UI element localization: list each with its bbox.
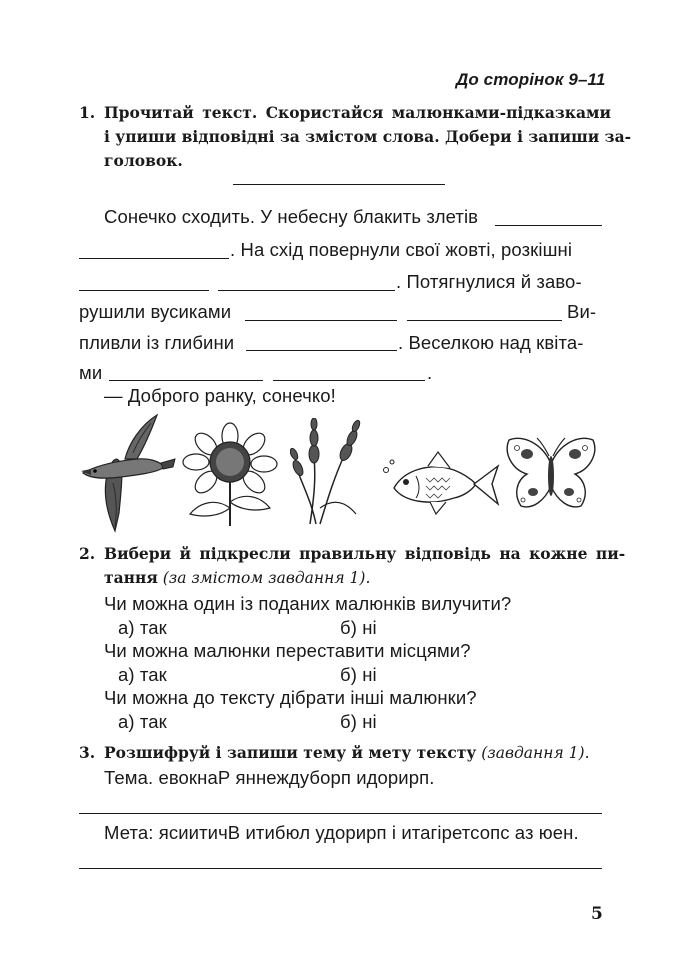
story-line-4: рушили вусиками <box>79 301 232 322</box>
q1-answer-b[interactable]: б) ні <box>340 617 377 638</box>
task3-tema: Тема. евокнаР яннеждуборп идорирп. <box>104 767 435 788</box>
question-3: Чи можна до тексту дібрати інші малюнки? <box>104 687 477 708</box>
blank-wheat-1[interactable] <box>245 320 397 321</box>
task1-instruction-line3: головок. <box>104 151 183 170</box>
q3-answer-b[interactable]: б) ні <box>340 711 377 732</box>
task2-instruction-bold: тання <box>104 568 158 587</box>
task2-number: 2. <box>79 544 96 563</box>
q3-answer-a[interactable]: а) так <box>118 711 167 732</box>
story-line-2: . На схід повернули свої жовті, розкішні <box>230 239 573 260</box>
story-line-6: ми <box>79 362 103 383</box>
blank-sunflower-1[interactable] <box>79 290 209 291</box>
task3-number: 3. <box>79 743 96 762</box>
story-line-6-end: . <box>427 362 433 383</box>
story-line-4-end: Ви- <box>567 301 597 322</box>
blank-bird[interactable] <box>495 225 602 226</box>
fish-icon <box>380 448 500 518</box>
tema-answer-line[interactable] <box>79 813 602 814</box>
greeting-line: — Доброго ранку, сонечко! <box>104 385 336 406</box>
q2-answer-a[interactable]: а) так <box>118 664 167 685</box>
task1-instruction-line1: Прочитай текст. Скористайся малюнками-підказками <box>104 103 611 122</box>
q1-answer-a[interactable]: а) так <box>118 617 167 638</box>
wheat-icon <box>290 418 370 528</box>
meta-answer-line[interactable] <box>79 868 602 869</box>
blank-butterfly-2[interactable] <box>273 380 425 381</box>
question-2: Чи можна малюнки переставити місцями? <box>104 640 471 661</box>
butterfly-icon <box>503 434 599 524</box>
task2-instruction-line2 <box>104 568 370 587</box>
blank-wheat-2[interactable] <box>407 320 562 321</box>
story-line-3: . Потягнулися й заво- <box>396 271 582 292</box>
task1-number: 1. <box>79 103 96 122</box>
page-number: 5 <box>591 904 603 924</box>
bird-icon <box>77 413 177 537</box>
q2-answer-b[interactable]: б) ні <box>340 664 377 685</box>
question-1: Чи можна один із поданих малюнків вилучити? <box>104 593 512 614</box>
task3-meta: Мета: ясиитичВ итибюл удорирп і итагіретсопс аз юен. <box>104 822 579 843</box>
task3-instruction-italic: (завдання 1). <box>476 744 590 762</box>
story-line-5-end: . Веселкою над квіта- <box>398 332 584 353</box>
page-reference: До сторінок 9–11 <box>456 70 606 89</box>
task3-instruction-bold: Розшифруй і запиши тему й мету тексту <box>104 743 477 762</box>
task2-instruction-italic: (за змістом завдання 1). <box>157 569 371 587</box>
blank-fish[interactable] <box>246 350 397 351</box>
blank-butterfly-1[interactable] <box>109 380 263 381</box>
title-answer-line[interactable] <box>233 184 445 185</box>
task3-instruction <box>104 743 590 762</box>
story-line-1: Сонечко сходить. У небесну блакить злетів <box>104 206 479 227</box>
blank-bird-cont[interactable] <box>79 258 229 259</box>
blank-sunflower-2[interactable] <box>218 290 395 291</box>
task1-instruction-line2: і упиши відповідні за змістом слова. Добери і запиши за- <box>104 127 632 146</box>
sunflower-icon <box>182 422 278 526</box>
story-line-5: пливли із глибини <box>79 332 235 353</box>
task2-instruction-line1: Вибери й підкресли правильну відповідь на кожне пи- <box>104 544 626 563</box>
